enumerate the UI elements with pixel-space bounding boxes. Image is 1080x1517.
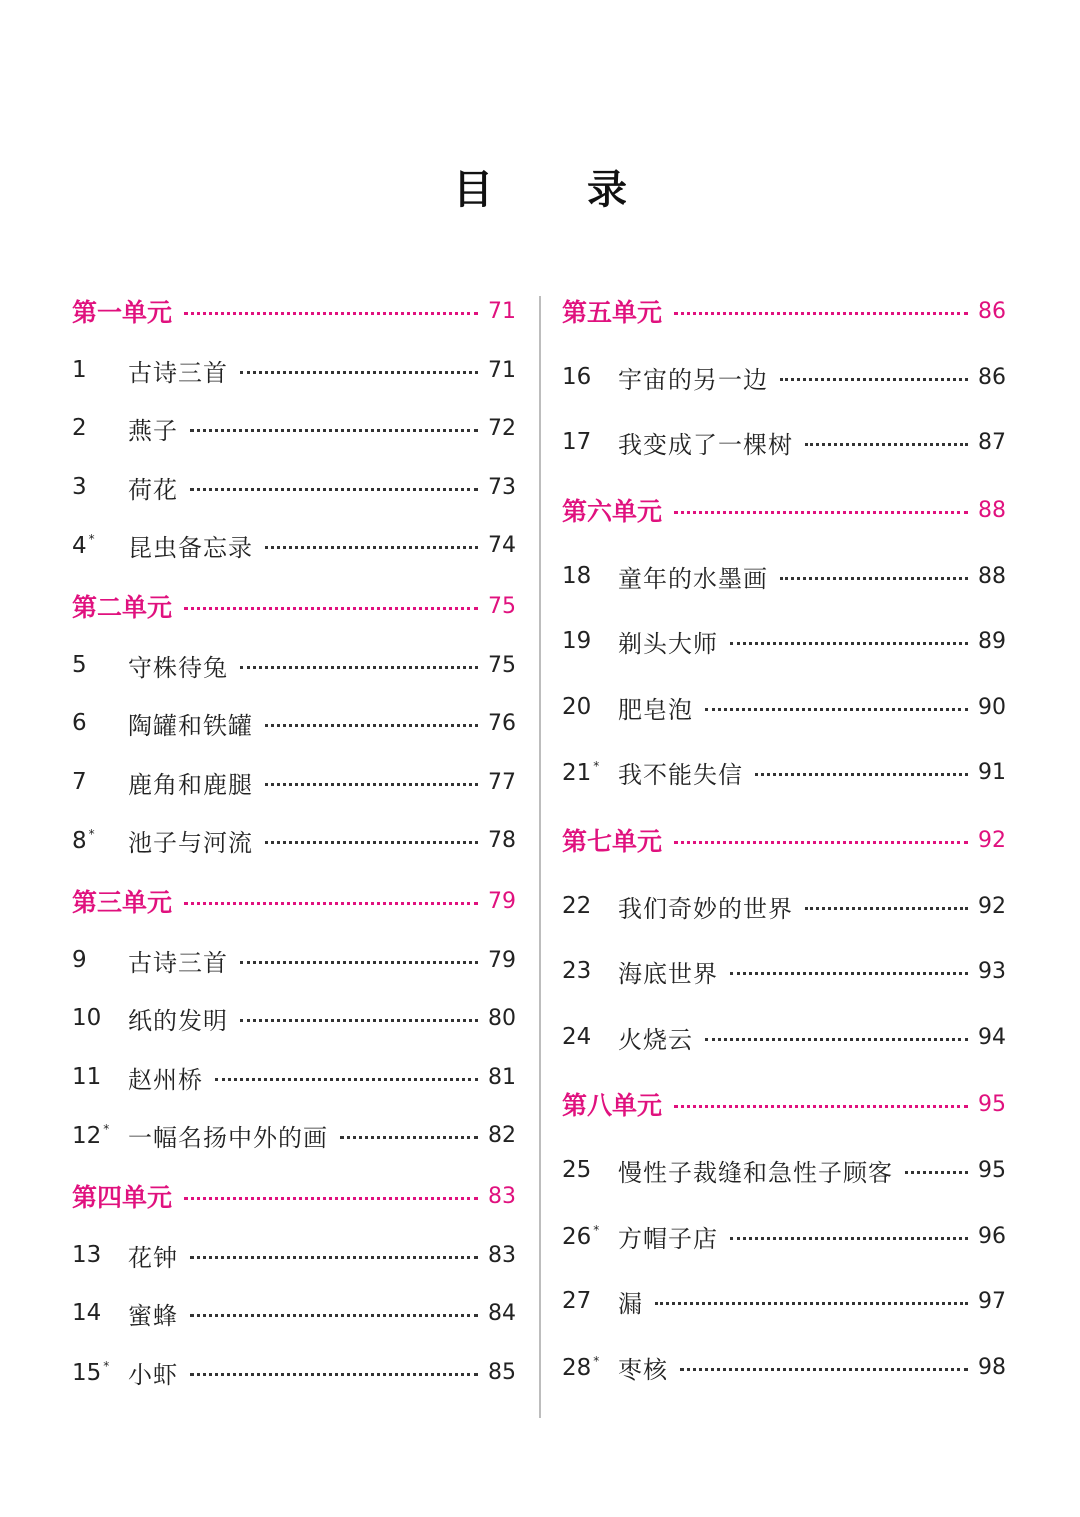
toc-lesson-entry[interactable] [562, 357, 1006, 397]
toc-lesson-entry[interactable] [562, 1281, 1006, 1321]
lesson-number: 16 [562, 364, 592, 390]
dot-leader [730, 1237, 968, 1240]
lesson-number: 17 [562, 429, 592, 455]
page-number: 91 [978, 759, 1006, 785]
dot-leader [215, 1078, 478, 1081]
dot-leader [780, 378, 968, 381]
page-number: 79 [488, 888, 516, 914]
lesson-title: 古诗三首 [128, 358, 228, 387]
lesson-title: 我变成了一棵树 [618, 430, 793, 459]
toc-lesson-entry[interactable] [72, 467, 516, 507]
unit-label: 第二单元 [72, 593, 173, 622]
page-number: 81 [488, 1064, 516, 1090]
toc-unit-heading[interactable] [562, 820, 1006, 860]
lesson-title: 一幅名扬中外的画 [128, 1123, 328, 1152]
lesson-number: 8 * [72, 826, 95, 854]
lesson-title: 漏 [618, 1289, 643, 1318]
toc-unit-heading[interactable] [72, 291, 516, 331]
toc-lesson-entry[interactable] [72, 703, 516, 743]
dot-leader [184, 902, 478, 905]
toc-unit-heading[interactable] [562, 1084, 1006, 1124]
page-title: 目 录 [453, 167, 667, 213]
lesson-title: 海底世界 [618, 959, 718, 988]
lesson-number: 23 [562, 958, 592, 984]
optional-lesson-mark: * [593, 1353, 600, 1368]
toc-lesson-entry[interactable] [72, 525, 516, 565]
lesson-title: 池子与河流 [128, 828, 253, 857]
lesson-title: 燕子 [128, 416, 178, 445]
unit-label: 第一单元 [72, 298, 173, 327]
toc-lesson-entry[interactable] [562, 422, 1006, 462]
lesson-number: 14 [72, 1300, 102, 1326]
optional-lesson-mark: * [593, 758, 600, 773]
toc-unit-heading[interactable] [562, 490, 1006, 530]
toc-lesson-entry[interactable] [72, 350, 516, 390]
lesson-title: 宇宙的另一边 [618, 365, 768, 394]
toc-unit-heading[interactable] [562, 291, 1006, 331]
toc-lesson-entry[interactable] [562, 951, 1006, 991]
dot-leader [265, 546, 478, 549]
lesson-number: 15 * [72, 1358, 110, 1386]
toc-unit-heading[interactable] [72, 881, 516, 921]
lesson-number: 26 * [562, 1222, 600, 1250]
page-number: 75 [488, 652, 516, 678]
dot-leader [184, 607, 478, 610]
dot-leader [680, 1368, 968, 1371]
lesson-number: 20 [562, 694, 592, 720]
page-number: 80 [488, 1005, 516, 1031]
lesson-number: 4 * [72, 531, 95, 559]
dot-leader [240, 1019, 478, 1022]
page-number: 75 [488, 593, 516, 619]
lesson-title: 枣核 [618, 1355, 668, 1384]
lesson-title: 我不能失信 [618, 760, 743, 789]
page-number: 94 [978, 1024, 1006, 1050]
page-number: 82 [488, 1122, 516, 1148]
lesson-title: 鹿角和鹿腿 [128, 770, 253, 799]
optional-lesson-mark: * [103, 1358, 110, 1373]
page-number: 76 [488, 710, 516, 736]
dot-leader [265, 841, 478, 844]
lesson-number: 18 [562, 563, 592, 589]
lesson-title: 昆虫备忘录 [128, 533, 253, 562]
lesson-number: 27 [562, 1288, 592, 1314]
toc-lesson-entry[interactable] [562, 1216, 1006, 1256]
dot-leader [705, 1038, 968, 1041]
dot-leader [184, 1197, 478, 1200]
page-number: 79 [488, 947, 516, 973]
lesson-number: 1 [72, 357, 87, 383]
optional-lesson-mark: * [88, 826, 95, 841]
dot-leader [265, 783, 478, 786]
page-number: 86 [978, 298, 1006, 324]
lesson-number: 10 [72, 1005, 102, 1031]
lesson-title: 剃头大师 [618, 629, 718, 658]
dot-leader [705, 708, 968, 711]
dot-leader [730, 972, 968, 975]
dot-leader [240, 666, 478, 669]
dot-leader [905, 1171, 968, 1174]
optional-lesson-mark: * [88, 531, 95, 546]
lesson-title: 花钟 [128, 1243, 178, 1272]
toc-lesson-entry[interactable] [72, 820, 516, 860]
dot-leader [190, 1373, 478, 1376]
toc-unit-heading[interactable] [72, 1176, 516, 1216]
lesson-number: 25 [562, 1157, 592, 1183]
lesson-number: 13 [72, 1242, 102, 1268]
dot-leader [730, 642, 968, 645]
unit-label: 第四单元 [72, 1183, 173, 1212]
lesson-number: 12 * [72, 1121, 110, 1149]
lesson-number: 11 [72, 1064, 102, 1090]
lesson-title: 慢性子裁缝和急性子顾客 [618, 1158, 893, 1187]
lesson-number: 9 [72, 947, 87, 973]
toc-lesson-entry[interactable] [562, 752, 1006, 792]
dot-leader [674, 312, 968, 315]
page-number: 88 [978, 497, 1006, 523]
dot-leader [184, 312, 478, 315]
optional-lesson-mark: * [593, 1222, 600, 1237]
lesson-title: 蜜蜂 [128, 1301, 178, 1330]
lesson-title: 火烧云 [618, 1025, 693, 1054]
unit-label: 第七单元 [562, 827, 663, 856]
page-number: 71 [488, 357, 516, 383]
toc-lesson-entry[interactable] [72, 645, 516, 685]
toc-lesson-entry[interactable] [562, 1017, 1006, 1057]
toc-lesson-entry[interactable] [72, 1115, 516, 1155]
lesson-title: 方帽子店 [618, 1224, 718, 1253]
dot-leader [240, 371, 478, 374]
page-number: 84 [488, 1300, 516, 1326]
unit-label: 第八单元 [562, 1091, 663, 1120]
page-number: 86 [978, 364, 1006, 390]
lesson-title: 小虾 [128, 1360, 178, 1389]
lesson-title: 荷花 [128, 475, 178, 504]
lesson-number: 5 [72, 652, 87, 678]
toc-lesson-entry[interactable] [72, 1057, 516, 1097]
lesson-title: 古诗三首 [128, 948, 228, 977]
page-number: 96 [978, 1223, 1006, 1249]
toc-lesson-entry[interactable] [72, 998, 516, 1038]
dot-leader [340, 1136, 478, 1139]
lesson-title: 纸的发明 [128, 1006, 228, 1035]
dot-leader [190, 429, 478, 432]
toc-lesson-entry[interactable] [72, 408, 516, 448]
page-number: 88 [978, 563, 1006, 589]
page-number: 92 [978, 893, 1006, 919]
page-number: 90 [978, 694, 1006, 720]
optional-lesson-mark: * [103, 1121, 110, 1136]
dot-leader [265, 724, 478, 727]
page-number: 95 [978, 1091, 1006, 1117]
unit-label: 第三单元 [72, 888, 173, 917]
toc-lesson-entry[interactable] [72, 1293, 516, 1333]
dot-leader [674, 1105, 968, 1108]
dot-leader [755, 773, 968, 776]
toc-lesson-entry[interactable] [562, 1347, 1006, 1387]
page-number: 89 [978, 628, 1006, 654]
toc-lesson-entry[interactable] [562, 621, 1006, 661]
page-number: 83 [488, 1183, 516, 1209]
page-number: 85 [488, 1359, 516, 1385]
dot-leader [674, 511, 968, 514]
page-number: 98 [978, 1354, 1006, 1380]
lesson-title: 肥皂泡 [618, 695, 693, 724]
dot-leader [655, 1302, 968, 1305]
dot-leader [190, 488, 478, 491]
page-number: 92 [978, 827, 1006, 853]
page-number: 74 [488, 532, 516, 558]
toc-lesson-entry[interactable] [72, 762, 516, 802]
dot-leader [780, 577, 968, 580]
lesson-title: 守株待兔 [128, 653, 228, 682]
lesson-number: 22 [562, 893, 592, 919]
column-divider [539, 296, 541, 1418]
page-number: 71 [488, 298, 516, 324]
toc-lesson-entry[interactable] [562, 886, 1006, 926]
lesson-number: 21 * [562, 758, 600, 786]
lesson-number: 28 * [562, 1353, 600, 1381]
toc-lesson-entry[interactable] [72, 1352, 516, 1392]
toc-lesson-entry[interactable] [72, 1235, 516, 1275]
lesson-title: 赵州桥 [128, 1065, 203, 1094]
toc-lesson-entry[interactable] [562, 556, 1006, 596]
page-number: 72 [488, 415, 516, 441]
toc-lesson-entry[interactable] [562, 687, 1006, 727]
page-number: 83 [488, 1242, 516, 1268]
lesson-number: 6 [72, 710, 87, 736]
page-number: 87 [978, 429, 1006, 455]
lesson-title: 我们奇妙的世界 [618, 894, 793, 923]
lesson-title: 童年的水墨画 [618, 564, 768, 593]
dot-leader [190, 1314, 478, 1317]
toc-lesson-entry[interactable] [562, 1150, 1006, 1190]
page-number: 78 [488, 827, 516, 853]
lesson-number: 3 [72, 474, 87, 500]
page-number: 73 [488, 474, 516, 500]
dot-leader [190, 1256, 478, 1259]
dot-leader [805, 907, 968, 910]
page-number: 77 [488, 769, 516, 795]
page-number: 97 [978, 1288, 1006, 1314]
page-number: 95 [978, 1157, 1006, 1183]
dot-leader [674, 841, 968, 844]
lesson-number: 24 [562, 1024, 592, 1050]
lesson-title: 陶罐和铁罐 [128, 711, 253, 740]
dot-leader [240, 961, 478, 964]
dot-leader [805, 443, 968, 446]
lesson-number: 19 [562, 628, 592, 654]
unit-label: 第六单元 [562, 497, 663, 526]
toc-lesson-entry[interactable] [72, 940, 516, 980]
lesson-number: 2 [72, 415, 87, 441]
toc-unit-heading[interactable] [72, 586, 516, 626]
page-number: 93 [978, 958, 1006, 984]
lesson-number: 7 [72, 769, 87, 795]
unit-label: 第五单元 [562, 298, 663, 327]
